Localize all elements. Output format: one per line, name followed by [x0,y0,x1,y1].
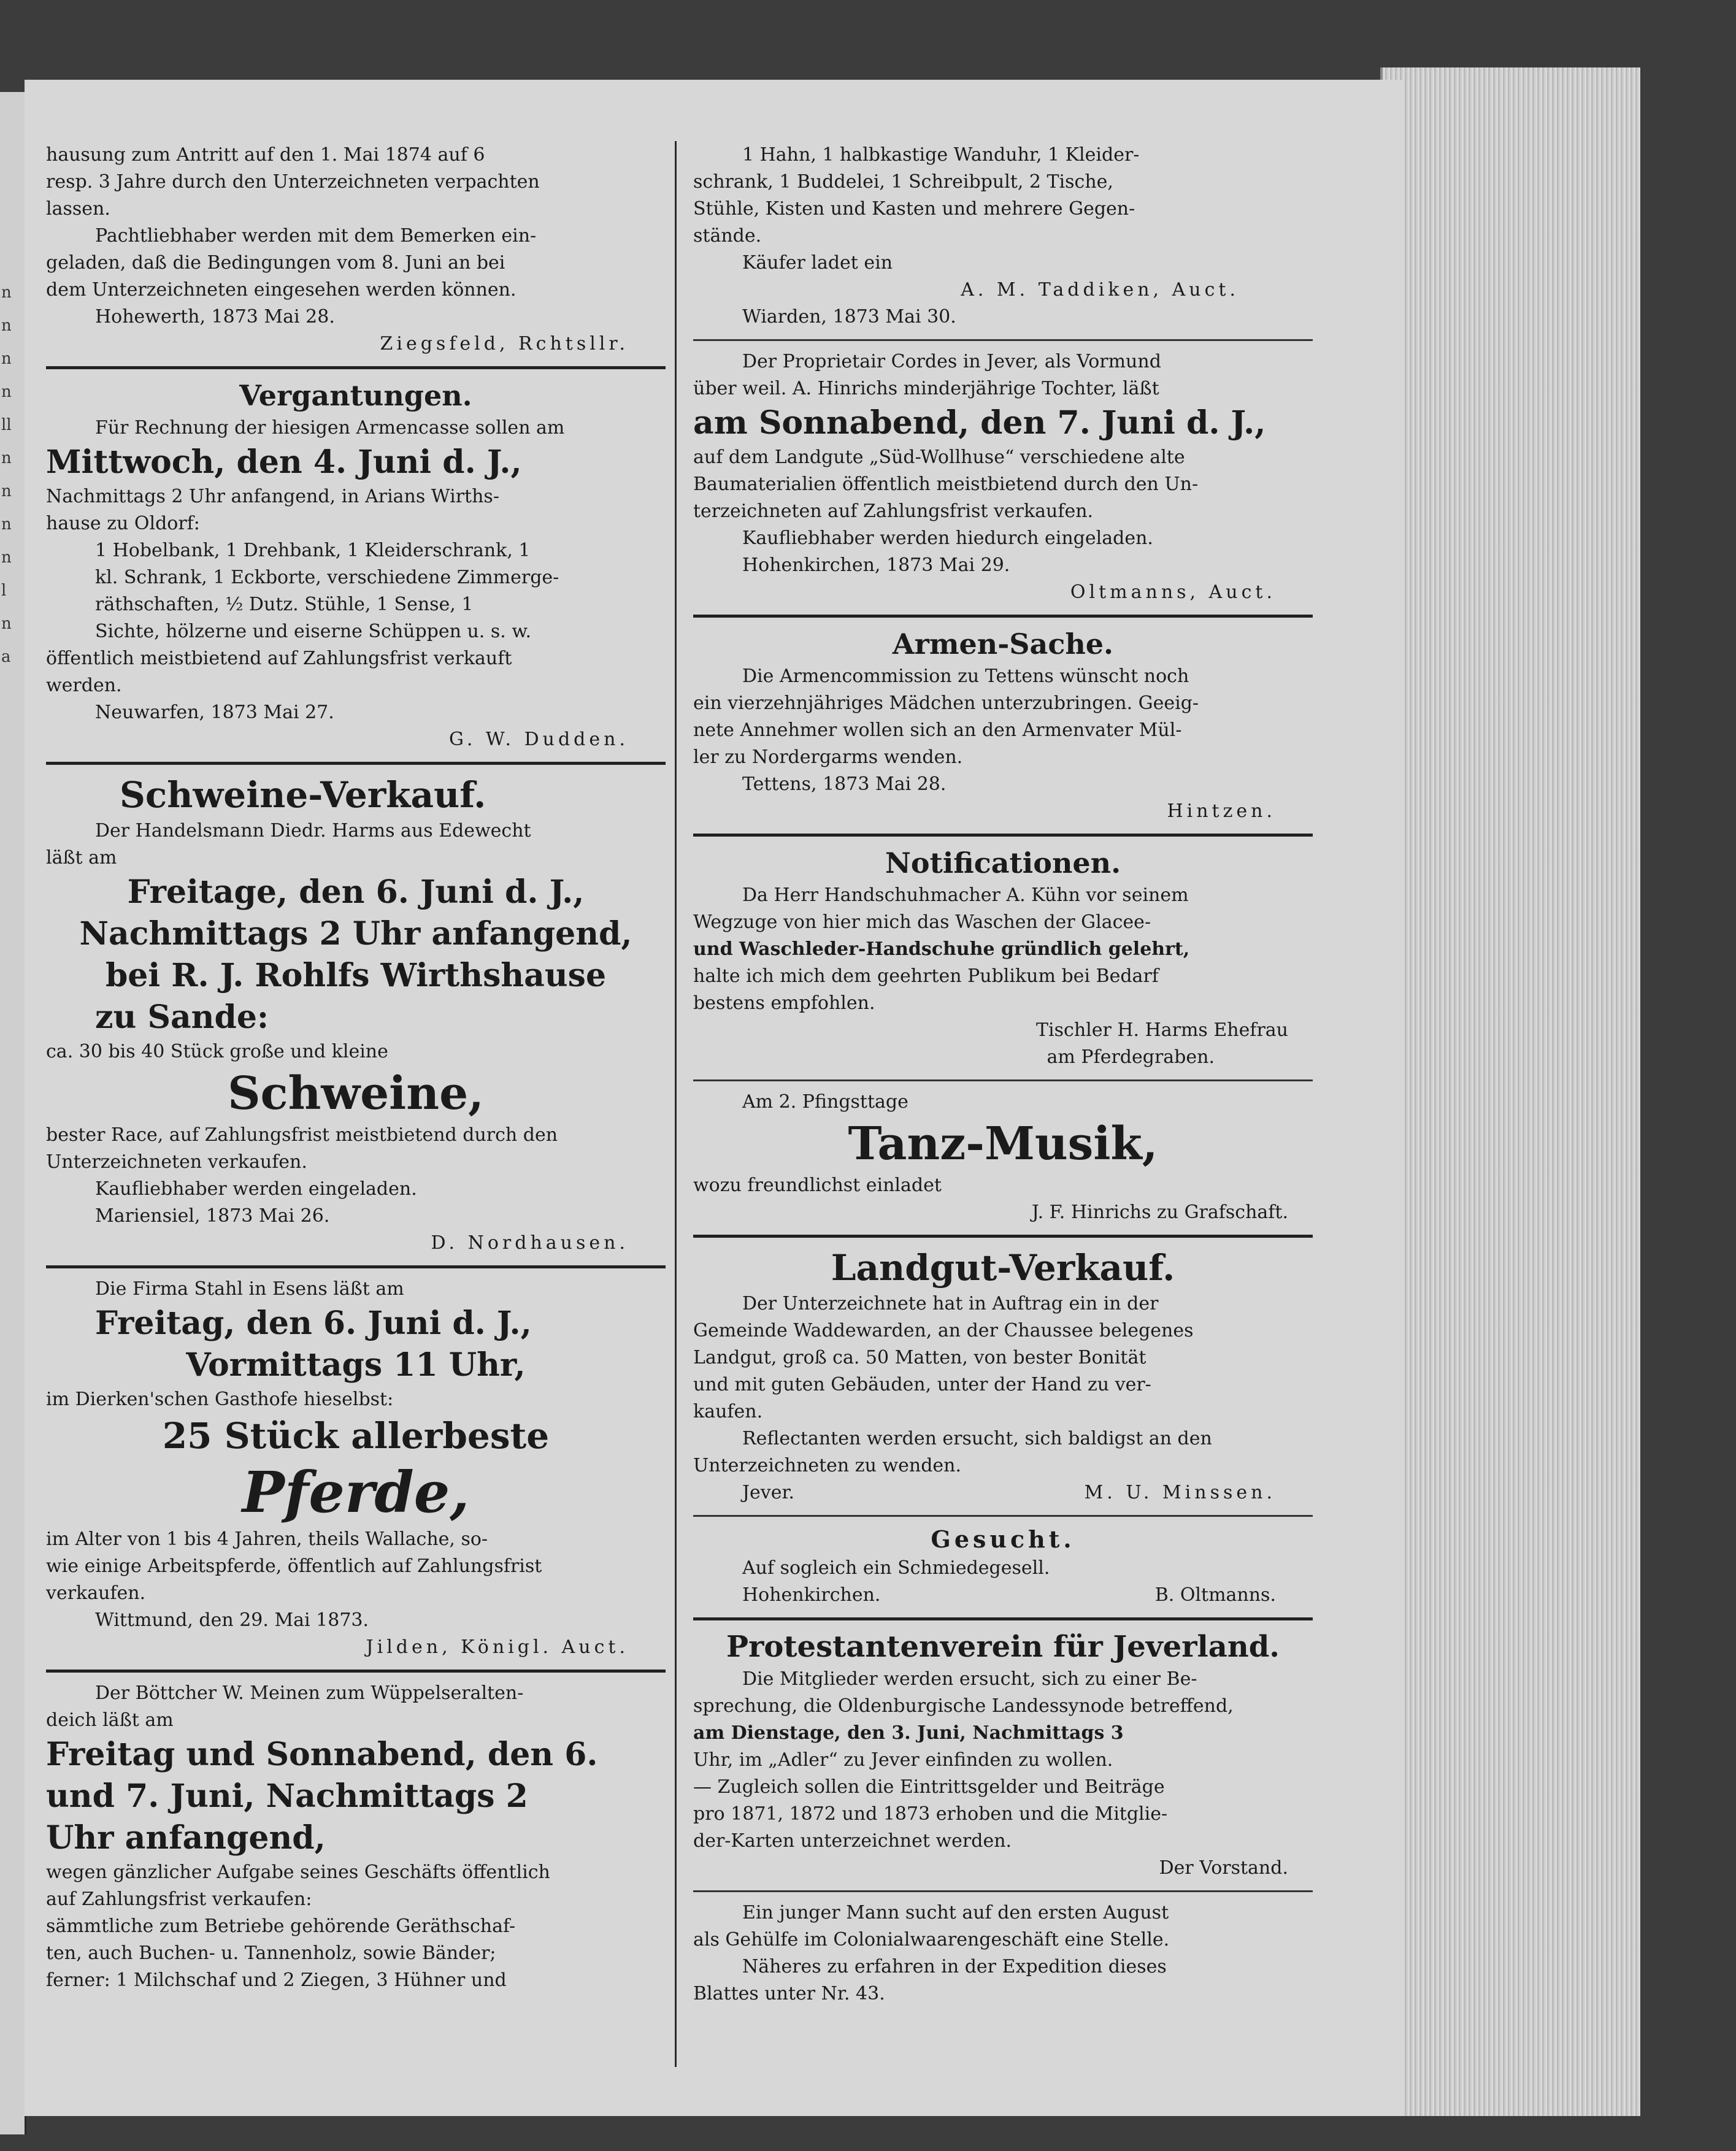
text-line: Unterzeichneten zu wenden. [693,1455,962,1476]
place-date: Wiarden, 1873 Mai 30. [742,306,956,328]
signature: Der Vorstand. [1159,1857,1288,1879]
text-line: Sichte, hölzerne und eiserne Schüppen u. s. w. [95,621,532,642]
text-line: Näheres zu erfahren in der Expedition dieses [742,1956,1167,1977]
text-line: terzeichneten auf Zahlungsfrist verkaufen. [693,500,1094,522]
text-line: am Dienstage, den 3. Juni, Nachmittags 3 [693,1722,1124,1744]
signature: am Pferdegraben. [1047,1046,1215,1068]
text-line: wegen gänzlicher Aufgabe seines Geschäfts öffentlich [46,1862,550,1883]
text-line: Wegzuge von hier mich das Waschen der Glacee- [693,911,1151,933]
section-rule [693,834,1313,837]
text-line: ten, auch Buchen- u. Tannenholz, sowie Bänder; [46,1942,496,1964]
text-line: bestens empfohlen. [693,992,875,1014]
signature: Ziegsfeld, Rchtsllr. [380,333,629,355]
text-line: verkaufen. [46,1582,146,1604]
text-line: Unterzeichneten verkaufen. [46,1151,307,1173]
text-line: Der Handelsmann Diedr. Harms aus Edewecht [95,820,531,842]
cooper-sale-notice [46,1676,666,1999]
text-line: Landgut, groß ca. 50 Matten, von bester Bonität [693,1347,1146,1368]
margin-fragments [1,276,23,673]
text-line: Die Mitglieder werden ersucht, sich zu einer Be- [742,1668,1197,1690]
place-signature-row [693,1479,1313,1506]
section-rule [693,1235,1313,1238]
section-rule [693,339,1313,341]
margin-mark: l [1,581,7,600]
margin-mark: n [1,316,12,335]
text-line: stände. [693,225,762,247]
text-line: bester Race, auf Zahlungsfrist meistbietend durch den [46,1124,558,1146]
margin-mark: n [1,615,12,633]
text-line: lassen. [46,198,110,220]
section-rule [693,1079,1313,1081]
text-line: schrank, 1 Buddelei, 1 Schreibpult, 2 Tische, [693,171,1113,193]
text-line: werden. [46,675,122,696]
poor-relief-notice [693,621,1313,830]
text-line: Nachmittags 2 Uhr anfangend, in Arians Wirths- [46,486,499,507]
text-line: auf Zahlungsfrist verkaufen: [46,1888,312,1910]
margin-mark: ll [1,416,12,434]
notifications-notice [693,840,1313,1076]
text-line: dem Unterzeichneten eingesehen werden können. [46,279,517,301]
book-page-block [1380,67,1640,2116]
signature: D. Nordhausen. [431,1232,629,1254]
horse-sale-notice [46,1272,666,1666]
text-line: Der Unterzeichnete hat in Auftrag ein in der [742,1293,1159,1314]
text-line: Die Armencommission zu Tettens wünscht noch [742,665,1189,687]
auction-time: Vormittags 11 Uhr, [186,1346,526,1384]
text-line: läßt am [46,847,117,868]
signature: A. M. Taddiken, Auct. [961,279,1239,301]
text-line: wie einige Arbeitspferde, öffentlich auf Zahlungsfrist [46,1555,542,1577]
section-rule [693,1890,1313,1892]
text-line: Käufer ladet ein [742,252,893,274]
text-line: der-Karten unterzeichnet werden. [693,1830,1012,1852]
text-line: Da Herr Handschuhmacher A. Kühn vor seinem [742,884,1189,906]
estate-sale-notice [693,1241,1313,1511]
text-line: Die Firma Stahl in Esens läßt am [95,1278,404,1300]
place-date: Mariensiel, 1873 Mai 26. [95,1205,330,1227]
margin-mark: a [1,648,11,666]
text-line: auf dem Landgute „Süd-Wollhuse“ verschiedene alte [693,447,1185,468]
signature: Jilden, Königl. Auct. [366,1636,629,1658]
auction-continuation [693,138,1313,335]
dance-music-notice [693,1085,1313,1231]
text-line: Blattes unter Nr. 43. [693,1983,885,2004]
section-heading: Gesucht. [931,1525,1075,1553]
section-heading: Landgut-Verkauf. [831,1247,1175,1289]
signature: Hintzen. [1167,800,1276,822]
item-heading: Pferde, [242,1459,470,1525]
text-line: ein vierzehnjähriges Mädchen unterzubringen. Geeig- [693,692,1199,714]
text-line: im Dierken'schen Gasthofe hieselbst: [46,1389,394,1410]
section-heading: Notificationen. [885,846,1121,880]
margin-mark: n [1,449,12,467]
text-line: Pachtliebhaber werden mit dem Bemerken ein- [95,225,537,247]
section-rule [46,366,666,369]
newspaper-page [25,80,1405,2116]
auction-place: bei R. J. Rohlfs Wirthshause [105,957,607,994]
section-rule [693,1617,1313,1620]
text-line: sämmtliche zum Betriebe gehörende Geräthschaf- [46,1915,516,1937]
section-heading: Tanz-Musik, [848,1118,1158,1170]
place-date: Hohewerth, 1873 Mai 28. [95,306,335,328]
auction-date: am Sonnabend, den 7. Juni d. J., [693,404,1266,442]
text-line: wozu freundlichst einladet [693,1175,942,1196]
text-line: 1 Hobelbank, 1 Drehbank, 1 Kleiderschrank, 1 [95,540,531,561]
text-line: Der Proprietair Cordes in Jever, als Vormund [742,351,1161,372]
signature: Tischler H. Harms Ehefrau [1036,1019,1288,1041]
auction-time: und 7. Juni, Nachmittags 2 [46,1777,528,1815]
section-rule [46,1265,666,1268]
text-line: räthschaften, ½ Dutz. Stühle, 1 Sense, 1 [95,594,474,615]
text-line: ca. 30 bis 40 Stück große und kleine [46,1041,388,1062]
text-line: nete Annehmer wollen sich an den Armenvater Mül- [693,719,1182,741]
text-line: pro 1871, 1872 und 1873 erhoben und die Mitglie- [693,1803,1168,1825]
margin-mark: n [1,548,12,567]
section-rule [693,615,1313,618]
place-signature-row [693,1582,1313,1609]
margin-mark: n [1,482,12,500]
text-line: und mit guten Gebäuden, unter der Hand zu ver- [693,1374,1151,1395]
auction-date: Freitag und Sonnabend, den 6. [46,1736,598,1773]
text-line: Auf sogleich ein Schmiedegesell. [742,1557,1050,1579]
auction-time: Nachmittags 2 Uhr anfangend, [79,915,632,953]
text-line: Baumaterialien öffentlich meistbietend durch den Un- [693,474,1199,495]
margin-mark: n [1,383,12,401]
section-rule [46,762,666,765]
text-line: kl. Schrank, 1 Eckborte, verschiedene Zimmerge- [95,567,559,588]
previous-page-edge [0,92,26,2134]
place: Hohenkirchen. [742,1584,881,1606]
text-line: über weil. A. Hinrichs minderjährige Tochter, läßt [693,378,1159,399]
text-line: geladen, daß die Bedingungen vom 8. Juni an bei [46,252,505,274]
column-divider [675,141,677,2067]
text-line: Kaufliebhaber werden hiedurch eingeladen. [742,527,1153,549]
text-line: deich läßt am [46,1709,174,1731]
cordes-auction-notice [693,345,1313,611]
place-date: Neuwarfen, 1873 Mai 27. [95,702,334,723]
signature: Oltmanns, Auct. [1070,581,1276,603]
auction-time: Uhr anfangend, [46,1819,326,1857]
text-line: Uhr, im „Adler“ zu Jever einfinden zu wollen. [693,1749,1113,1771]
text-line: hausung zum Antritt auf den 1. Mai 1874 auf 6 [46,144,485,166]
text-line: 1 Hahn, 1 halbkastige Wanduhr, 1 Kleider- [742,144,1140,166]
item-count-heading: 25 Stück allerbeste [162,1415,550,1457]
place-date: Hohenkirchen, 1873 Mai 29. [742,554,1010,576]
place-date: Tettens, 1873 Mai 28. [742,773,947,795]
text-line: Für Rechnung der hiesigen Armencasse sollen am [95,417,565,439]
section-heading: Vergantungen. [239,379,472,412]
signature: M. U. Minssen. [1084,1482,1276,1503]
auction-place: zu Sande: [95,999,269,1036]
margin-mark: n [1,283,12,302]
text-line: Gemeinde Waddewarden, an der Chaussee belegenes [693,1320,1194,1341]
place: Jever. [742,1482,795,1503]
section-rule [46,1670,666,1673]
text-line: Kaufliebhaber werden eingeladen. [95,1178,417,1200]
section-heading: Protestantenverein für Jeverland. [726,1630,1280,1664]
text-line: Der Böttcher W. Meinen zum Wüppelseralten- [95,1682,524,1704]
text-line: kaufen. [693,1401,763,1422]
text-line: Reflectanten werden ersucht, sich baldigst an den [742,1428,1212,1449]
margin-mark: n [1,515,12,534]
auction-date: Mittwoch, den 4. Juni d. J., [46,443,522,481]
right-column [693,138,1313,2012]
auction-date: Freitage, den 6. Juni d. J., [127,873,585,911]
left-column [46,138,666,1999]
text-line: öffentlich meistbietend auf Zahlungsfrist verkauft [46,648,512,669]
signature: J. F. Hinrichs zu Grafschaft. [1031,1202,1288,1223]
text-line: als Gehülfe im Colonialwaarengeschäft eine Stelle. [693,1929,1170,1950]
text-line: hause zu Oldorf: [46,513,200,534]
signature: B. Oltmanns. [1154,1584,1276,1606]
auction-notice-armencasse [46,373,666,758]
signature: G. W. Dudden. [448,729,629,750]
text-line: und Waschleder-Handschuhe gründlich gelehrt, [693,938,1190,960]
text-line: resp. 3 Jahre durch den Unterzeichneten verpachten [46,171,540,193]
section-heading: Schweine-Verkauf. [120,774,486,816]
text-line: ler zu Nordergarms wenden. [693,746,963,768]
text-line: ferner: 1 Milchschaf und 2 Ziegen, 3 Hühner und [46,1969,507,1991]
text-line: Ein junger Mann sucht auf den ersten August [742,1902,1169,1923]
section-rule [693,1515,1313,1517]
text-line: Stühle, Kisten und Kasten und mehrere Gegen- [693,198,1135,220]
section-heading: Armen-Sache. [892,627,1114,661]
wanted-notice [693,1520,1313,1614]
lease-notice [46,138,666,362]
text-line: Am 2. Pfingsttage [742,1091,908,1113]
text-line: halte ich mich dem geehrten Publikum bei Bedarf [693,965,1159,987]
protestant-association-notice [693,1624,1313,1887]
item-heading: Schweine, [228,1067,484,1120]
pig-sale-notice [46,769,666,1262]
job-wanted-notice [693,1896,1313,2012]
margin-mark: n [1,350,12,368]
text-line: im Alter von 1 bis 4 Jahren, theils Wallache, so- [46,1528,488,1550]
place-date: Wittmund, den 29. Mai 1873. [95,1609,369,1631]
text-line: — Zugleich sollen die Eintrittsgelder und Beiträge [693,1776,1165,1798]
text-line: sprechung, die Oldenburgische Landessynode betreffend, [693,1695,1234,1717]
auction-date: Freitag, den 6. Juni d. J., [95,1305,532,1342]
